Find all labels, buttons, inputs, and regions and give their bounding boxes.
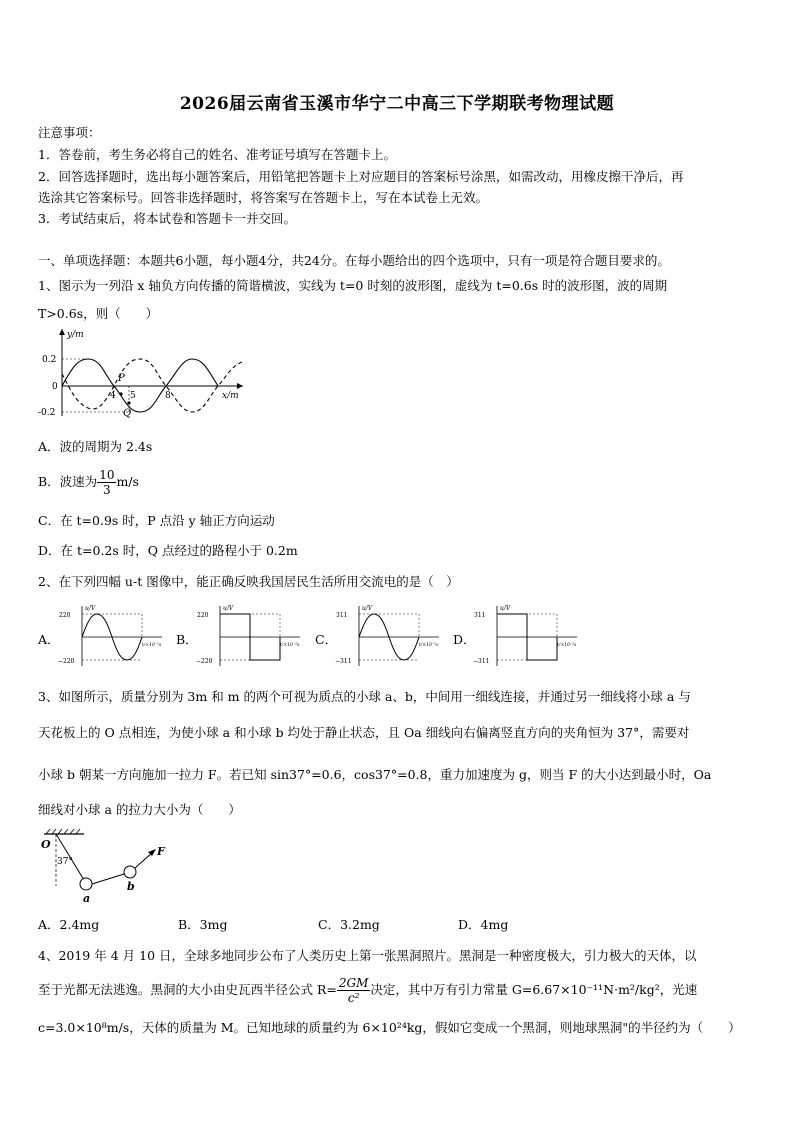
- q2-option-graph: [58, 604, 168, 668]
- q1-option-a: A．波的周期为 2.4s: [38, 439, 153, 454]
- q1-option-b: [38, 468, 139, 497]
- y-axis-label: u/V: [362, 605, 373, 612]
- y-tick-bottom: −220: [196, 658, 213, 665]
- x-axis-label: t/×10⁻²s: [557, 643, 577, 648]
- q3-option-a: A．2.4mg: [38, 917, 100, 932]
- q1-xlabel: x/m: [222, 391, 239, 401]
- x-axis-label: t/×10⁻²s: [280, 643, 300, 648]
- q2-option-graph: [335, 604, 445, 668]
- q2-option-label: D．: [453, 632, 476, 647]
- x-axis-label: t/×10⁻²s: [419, 643, 439, 648]
- q1-option-b-prefix: B．波速为: [38, 474, 98, 489]
- q2-option-graph: [196, 604, 306, 668]
- section-heading: 一、单项选择题：本题共6小题，每小题4分，共24分。在每小题给出的四个选项中，只有一项是符合题目要求的。: [38, 253, 670, 268]
- y-tick-bottom: −311: [473, 658, 490, 665]
- q3-stem-line: 细线对小球 a 的拉力大小为（ ）: [38, 802, 241, 817]
- y-axis-label: u/V: [85, 605, 96, 612]
- q3-label-f: F: [157, 845, 165, 858]
- q4-formula-num: 2GM: [338, 976, 369, 990]
- q2-option-label: B．: [176, 632, 198, 647]
- y-tick-bottom: −220: [58, 658, 75, 665]
- notice-heading: 注意事项：: [38, 125, 101, 140]
- q1-stem-line: T>0.6s，则（ ）: [38, 306, 159, 321]
- q4-stem-line: 4、2019 年 4 月 10 日，全球多地同步公布了人类历史上第一张黑洞照片。黑洞是一种密度极大，引力极大的天体，以: [38, 948, 697, 963]
- q1-ylabel: y/m: [67, 330, 84, 340]
- q3-stem-line: 天花板上的 O 点相连，为使小球 a 和小球 b 均处于静止状态，且 Oa 细线向右偏离竖直方向的夹角恒为 37°，需要对: [38, 725, 690, 740]
- q4-line2-suffix: 决定，其中万有引力常量 G=6.67×10⁻¹¹N·m²/kg²，光速: [370, 982, 698, 997]
- q1-fraction-den: 3: [103, 483, 111, 497]
- q1-point-q: Q: [123, 408, 132, 419]
- q2-option-label: A．: [38, 632, 60, 647]
- y-axis-label: u/V: [223, 605, 234, 612]
- y-tick-top: 311: [474, 612, 486, 619]
- q2-stem: 2、在下列四幅 u-t 图像中，能正确反映我国居民生活所用交流电的是（ ）: [38, 574, 459, 589]
- y-axis-label: u/V: [500, 605, 511, 612]
- q4-formula: [337, 976, 371, 1005]
- q3-option-c: C．3.2mg: [318, 917, 380, 932]
- q2-option-label: C．: [315, 632, 338, 647]
- q3-option-d: D．4mg: [458, 917, 509, 932]
- q1-option-b-suffix: m/s: [116, 474, 139, 489]
- exam-title: 2026届云南省玉溪市华宁二中高三下学期联考物理试题: [179, 94, 615, 114]
- q3-stem-line: 小球 b 朝某一方向施加一拉力 F。若已知 sin37°=0.6，cos37°=0.8，重力加速度为 g，则当 F 的大小达到最小时，Oa: [38, 767, 712, 782]
- q1-ytick: 0: [52, 382, 58, 392]
- q1-xtick: 5: [130, 391, 136, 401]
- q1-option-c: C．在 t=0.9s 时，P 点沿 y 轴正方向运动: [38, 513, 275, 528]
- q3-figure: [38, 828, 178, 908]
- q1-ytick: 0.2: [42, 355, 57, 365]
- q4-stem-line: [38, 976, 697, 1005]
- q4-stem-line: c=3.0×10⁸m/s，天体的质量为 M。已知地球的质量约为 6×10²⁴kg，假如它变成一个黑洞，则地球黑洞"的半径约为（ ）: [38, 1020, 741, 1035]
- q1-wave-graph: [38, 326, 248, 420]
- q3-option-b: B．3mg: [178, 917, 228, 932]
- q4-line2-prefix: 至于光都无法逃逸。黑洞的大小由史瓦西半径公式 R=: [38, 982, 337, 997]
- y-tick-top: 220: [197, 612, 209, 619]
- q1-fraction-num: 10: [99, 468, 115, 482]
- notice-item: 3．考试结束后，将本试卷和答题卡一并交回。: [38, 211, 296, 226]
- q3-label-a: a: [83, 892, 91, 905]
- y-tick-top: 311: [336, 612, 348, 619]
- q3-label-o: O: [41, 838, 51, 851]
- y-tick-top: 220: [59, 612, 71, 619]
- q1-xtick: 4: [110, 391, 116, 401]
- q1-ytick: -0.2: [38, 408, 56, 418]
- q1-xtick: 8: [165, 391, 171, 401]
- q3-label-b: b: [127, 880, 135, 893]
- notice-item: 1．答卷前，考生务必将自己的姓名、准考证号填写在答题卡上。: [38, 147, 396, 162]
- q1-point-p: P: [118, 373, 125, 384]
- q1-fraction: [97, 468, 116, 497]
- q1-option-d: D．在 t=0.2s 时，Q 点经过的路程小于 0.2m: [38, 543, 298, 558]
- q4-formula-den: c²: [347, 991, 360, 1005]
- notice-item: 选涂其它答案标号。回答非选择题时，将答案写在答题卡上，写在本试卷上无效。: [38, 190, 489, 205]
- q1-stem-line: 1、图示为一列沿 x 轴负方向传播的简谐横波，实线为 t=0 时刻的波形图，虚线为 t=0.6s 时的波形图，波的周期: [38, 278, 668, 293]
- notice-item: 2．回答选择题时，选出每小题答案后，用铅笔把答题卡上对应题目的答案标号涂黑，如需改动，用橡皮擦干净后，再: [38, 169, 684, 184]
- x-axis-label: t/×10⁻²s: [142, 643, 162, 648]
- q3-options: [38, 915, 598, 933]
- q2-option-graph: [473, 604, 583, 668]
- q3-label-angle: 37°: [57, 857, 73, 867]
- q3-stem-line: 3、如图所示，质量分别为 3m 和 m 的两个可视为质点的小球 a、b，中间用一细线连接，并通过另一细线将小球 a 与: [38, 689, 691, 704]
- y-tick-bottom: −311: [335, 658, 352, 665]
